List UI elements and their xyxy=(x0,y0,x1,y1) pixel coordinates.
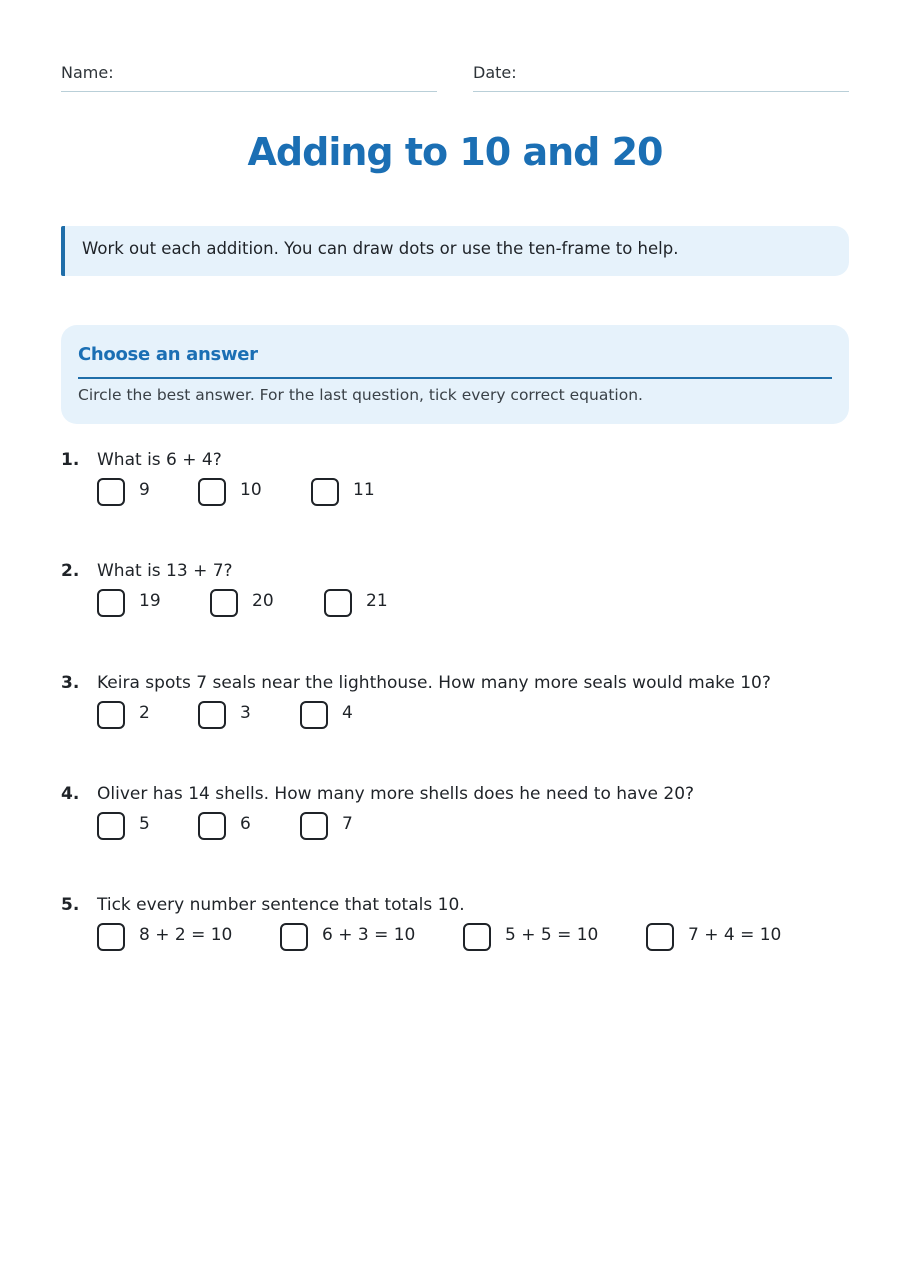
option-label: 5 + 5 = 10 xyxy=(505,925,599,945)
checkbox[interactable] xyxy=(463,923,491,951)
section-subtitle: Circle the best answer. For the last question, tick every correct equation. xyxy=(78,386,643,404)
checkbox[interactable] xyxy=(324,589,352,617)
option-label: 21 xyxy=(366,591,388,611)
option-label: 19 xyxy=(139,591,161,611)
option-label: 2 xyxy=(139,703,150,723)
option-label: 10 xyxy=(240,480,262,500)
checkbox[interactable] xyxy=(97,478,125,506)
question-text: What is 6 + 4? xyxy=(97,450,222,470)
checkbox[interactable] xyxy=(198,478,226,506)
question-number: 5. xyxy=(61,895,80,915)
option-label: 5 xyxy=(139,814,150,834)
option-label: 4 xyxy=(342,703,353,723)
checkbox[interactable] xyxy=(311,478,339,506)
option-label: 7 xyxy=(342,814,353,834)
section-header xyxy=(61,325,849,424)
question-text: Tick every number sentence that totals 10. xyxy=(97,895,465,915)
checkbox[interactable] xyxy=(97,812,125,840)
name-field[interactable] xyxy=(61,60,437,92)
checkbox[interactable] xyxy=(198,701,226,729)
option-label: 3 xyxy=(240,703,251,723)
question-number: 1. xyxy=(61,450,80,470)
instruction-box xyxy=(61,226,849,276)
checkbox[interactable] xyxy=(97,701,125,729)
question-text: Keira spots 7 seals near the lighthouse. How many more seals would make 10? xyxy=(97,673,771,693)
date-field[interactable] xyxy=(473,60,849,92)
section-title: Choose an answer xyxy=(78,344,258,365)
option-label: 11 xyxy=(353,480,375,500)
instruction-text: Work out each addition. You can draw dots or use the ten-frame to help. xyxy=(82,239,679,258)
question-number: 3. xyxy=(61,673,80,693)
option-label: 9 xyxy=(139,480,150,500)
question-number: 4. xyxy=(61,784,80,804)
checkbox[interactable] xyxy=(280,923,308,951)
name-label: Name: xyxy=(61,63,114,82)
date-label: Date: xyxy=(473,63,517,82)
checkbox[interactable] xyxy=(97,923,125,951)
section-divider xyxy=(78,377,832,379)
question-number: 2. xyxy=(61,561,80,581)
checkbox[interactable] xyxy=(198,812,226,840)
question-text: What is 13 + 7? xyxy=(97,561,233,581)
page-title: Adding to 10 and 20 xyxy=(247,130,663,174)
checkbox[interactable] xyxy=(646,923,674,951)
question-text: Oliver has 14 shells. How many more shells does he need to have 20? xyxy=(97,784,695,804)
checkbox[interactable] xyxy=(97,589,125,617)
option-label: 7 + 4 = 10 xyxy=(688,925,782,945)
option-label: 6 xyxy=(240,814,251,834)
option-label: 8 + 2 = 10 xyxy=(139,925,233,945)
checkbox[interactable] xyxy=(210,589,238,617)
checkbox[interactable] xyxy=(300,812,328,840)
checkbox[interactable] xyxy=(300,701,328,729)
option-label: 20 xyxy=(252,591,274,611)
option-label: 6 + 3 = 10 xyxy=(322,925,416,945)
name-date-row xyxy=(61,60,849,92)
